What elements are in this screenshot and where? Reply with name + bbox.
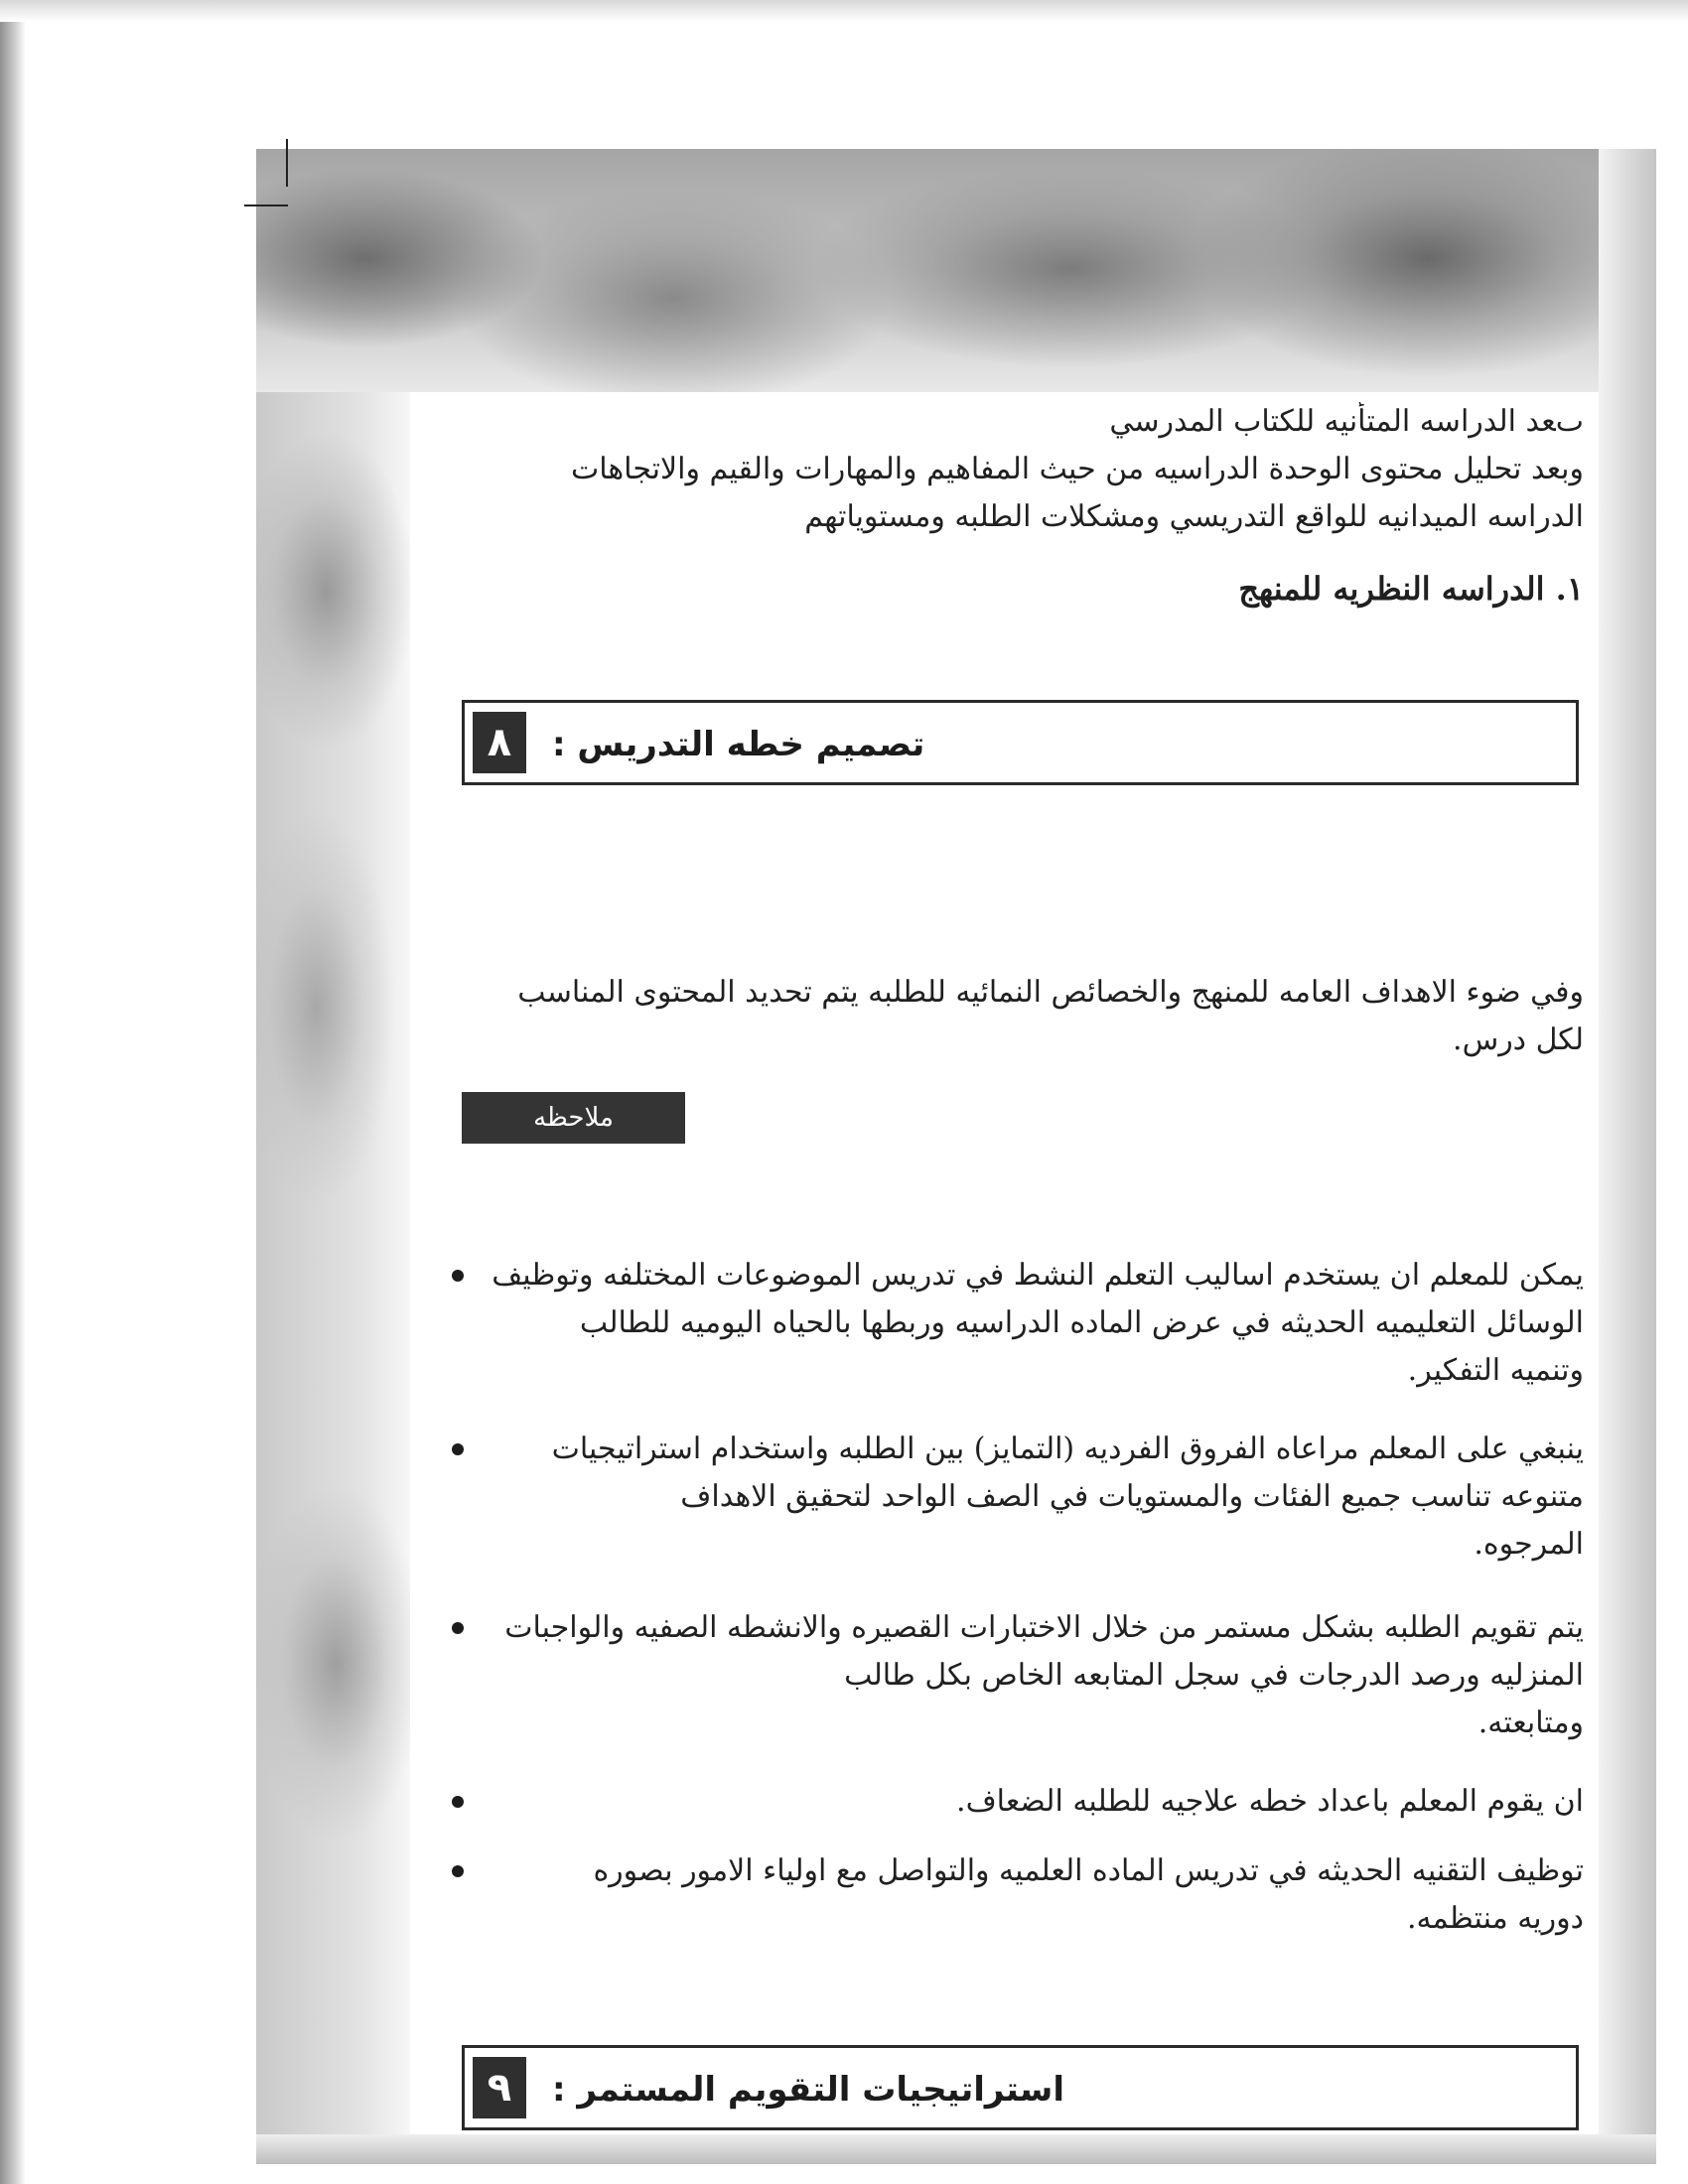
decorative-right-band [1599, 149, 1656, 2164]
section-9-number: ٩ [473, 2057, 526, 2118]
bullet-1-line-3: ﻭﺗﻨﻤﻴﻪ ﺍﻟﺘﻔﻜﻴﺮ. [1407, 1353, 1584, 1388]
crop-mark-horizontal [244, 205, 288, 206]
section-9-box [462, 2045, 1579, 2130]
intro-heading: ١. ﺍﻟﺪﺭﺍﺳﻪ ﺍﻟﻨﻈﺮﻳﻪ ﻟﻠﻤﻨﻬﺞ [1238, 570, 1584, 608]
scan-shadow-left [0, 0, 26, 2184]
bullet-2-line-3: ﺍﻟﻤﺮﺟﻮﻩ. [1474, 1527, 1584, 1562]
section-8-title: ﺗﺼﻤﻴﻢ ﺧﻄﻪ ﺍﻟﺘﺪﺭﻳﺲ : [552, 725, 925, 764]
section-8-number: ٨ [473, 712, 526, 773]
note-badge: ﻣﻼﺣﻈﻪ [462, 1092, 685, 1144]
bullet-1-dot [452, 1270, 464, 1282]
page-content [462, 402, 1584, 2149]
bullet-4-line-1: ﺍﻥ ﻳﻘﻮﻡ ﺍﻟﻤﻌﻠﻢ ﺑﺎﻋﺪﺍﺩ ﺧﻄﻪ ﻋﻼﺟﻴﻪ ﻟﻠﻄﻠﺒﻪ ﺍﻟﻀﻌﺎﻑ. [956, 1784, 1584, 1819]
bullet-3-line-3: ﻭﻣﺘﺎﺑﻌﺘﻪ. [1477, 1706, 1584, 1740]
bullet-4-dot [452, 1796, 464, 1808]
bullet-5-dot [452, 1865, 464, 1877]
bullet-3-line-2: ﺍﻟﻤﻨﺰﻟﻴﻪ ﻭﺭﺻﺪ ﺍﻟﺪﺭﺟﺎﺕ ﻓﻲ ﺳﺠﻞ ﺍﻟﻤﺘﺎﺑﻌﻪ ﺍﻟﺨﺎﺹ ﺑﻜﻞ ﻃﺎﻟﺐ [844, 1658, 1584, 1693]
intro-line-2: ﻭﺑﻌﺪ ﺗﺤﻠﻴﻞ ﻣﺤﺘﻮﻯ ﺍﻟﻮﺣﺪﺓ ﺍﻟﺪﺭﺍﺳﻴﻪ ﻣﻦ ﺣﻴﺚ ﺍﻟﻤﻔﺎﻫﻴﻢ ﻭﺍﻟﻤﻬﺎﺭﺍﺕ ﻭﺍﻟﻘﻴﻢ ﻭﺍﻻﺗﺠﺎﻫﺎﺕ [570, 452, 1584, 486]
bullet-1-line-1: ﻳﻤﻜﻦ ﻟﻠﻤﻌﻠﻢ ﺍﻥ ﻳﺴﺘﺨﺪﻡ ﺍﺳﺎﻟﻴﺐ ﺍﻟﺘﻌﻠﻢ ﺍﻟﻨﺸﻂ ﻓﻲ ﺗﺪﺭﻳﺲ ﺍﻟﻤﻮﺿﻮﻋﺎﺕ ﺍﻟﻤﺨﺘﻠﻔﻪ ﻭﺗﻮﻇﻴﻒ [492, 1258, 1584, 1293]
section-9-title: ﺍﺳﺘﺮﺍﺗﻴﺠﻴﺎﺕ ﺍﻟﺘﻘﻮﻳﻢ ﺍﻟﻤﺴﺘﻤﺮ : [552, 2070, 1064, 2110]
bullet-2-line-2: ﻣﺘﻨﻮﻋﻪ ﺗﻨﺎﺳﺐ ﺟﻤﻴﻊ ﺍﻟﻔﺌﺎﺕ ﻭﺍﻟﻤﺴﺘﻮﻳﺎﺕ ﻓﻲ ﺍﻟﺼﻒ ﺍﻟﻮﺍﺣﺪ ﻟﺘﺤﻘﻴﻖ ﺍﻻﻫﺪﺍﻑ [680, 1479, 1584, 1514]
intro-line-3: ﺍﻟﺪﺭﺍﺳﻪ ﺍﻟﻤﻴﺪﺍﻧﻴﻪ ﻟﻠﻮﺍﻗﻊ ﺍﻟﺘﺪﺭﻳﺴﻲ ﻭﻣﺸﻜﻼﺕ ﺍﻟﻄﻠﺒﻪ ﻭﻣﺴﺘﻮﻳﺎﺗﻬﻢ [804, 499, 1584, 534]
bullet-1-line-2: ﺍﻟﻮﺳﺎﺋﻞ ﺍﻟﺘﻌﻠﻴﻤﻴﻪ ﺍﻟﺤﺪﻳﺜﻪ ﻓﻲ ﻋﺮﺽ ﺍﻟﻤﺎﺩﻩ ﺍﻟﺪﺭﺍﺳﻴﻪ ﻭﺭﺑﻄﻬﺎ ﺑﺎﻟﺤﻴﺎﻩ ﺍﻟﻴﻮﻣﻴﻪ ﻟﻠﻄﺎﻟﺐ [579, 1305, 1584, 1340]
decorative-left-band [256, 392, 410, 2164]
bullet-2-dot [452, 1443, 464, 1455]
crop-mark-vertical [286, 139, 288, 187]
bullet-2-line-1: ﻳﻨﺒﻐﻲ ﻋﻠﻰ ﺍﻟﻤﻌﻠﻢ ﻣﺮﺍﻋﺎﻩ ﺍﻟﻔﺮﻭﻕ ﺍﻟﻔﺮﺩﻳﻪ (ﺍﻟﺘﻤﺎﻳﺰ) ﺑﻴﻦ ﺍﻟﻄﻠﺒﻪ ﻭﺍﺳﺘﺨﺪﺍﻡ ﺍﺳﺘﺮﺍﺗﻴﺠﻴﺎﺕ [551, 1432, 1584, 1466]
decorative-header-band [256, 149, 1656, 392]
section-8-box [462, 700, 1579, 785]
paragraph-1-line-2: ﻟﻜﻞ ﺩﺭﺱ. [1453, 1023, 1584, 1057]
scan-shadow-top [0, 0, 1688, 22]
paragraph-1-line-1: ﻭﻓﻲ ﺿﻮﺀ ﺍﻻﻫﺪﺍﻑ ﺍﻟﻌﺎﻣﻪ ﻟﻠﻤﻨﻬﺞ ﻭﺍﻟﺨﺼﺎﺋﺺ ﺍﻟﻨﻤﺎﺋﻴﻪ ﻟﻠﻄﻠﺒﻪ ﻳﺘﻢ ﺗﺤﺪﻳﺪ ﺍﻟﻤﺤﺘﻮﻯ ﺍﻟﻤﻨﺎﺳﺐ [517, 975, 1584, 1010]
bullet-5-line-1: ﺗﻮﻇﻴﻒ ﺍﻟﺘﻘﻨﻴﻪ ﺍﻟﺤﺪﻳﺜﻪ ﻓﻲ ﺗﺪﺭﻳﺲ ﺍﻟﻤﺎﺩﻩ ﺍﻟﻌﻠﻤﻴﻪ ﻭﺍﻟﺘﻮﺍﺻﻞ ﻣﻊ ﺍﻭﻟﻴﺎﺀ ﺍﻻﻣﻮﺭ ﺑﺼﻮﺭﻩ [593, 1853, 1584, 1888]
bullet-5-line-2: ﺩﻭﺭﻳﻪ ﻣﻨﺘﻈﻤﻪ. [1406, 1901, 1584, 1936]
bullet-3-line-1: ﻳﺘﻢ ﺗﻘﻮﻳﻢ ﺍﻟﻄﻠﺒﻪ ﺑﺸﻜﻞ ﻣﺴﺘﻤﺮ ﻣﻦ ﺧﻼﻝ ﺍﻻﺧﺘﺒﺎﺭﺍﺕ ﺍﻟﻘﺼﻴﺮﻩ ﻭﺍﻻﻧﺸﻄﻪ ﺍﻟﺼﻔﻴﻪ ﻭﺍﻟﻮﺍﺟﺒﺎﺕ [504, 1610, 1584, 1645]
bullet-3-dot [452, 1622, 464, 1634]
intro-line-1: ٮﻌﺪ ﺍﻟﺪﺭﺍﺳﻪ ﺍﻟﻤﺘﺄﻧﻴﻪ ﻟﻠﻜﺘﺎﺏ ﺍﻟﻤﺪﺭﺳﻲ [1109, 404, 1584, 439]
